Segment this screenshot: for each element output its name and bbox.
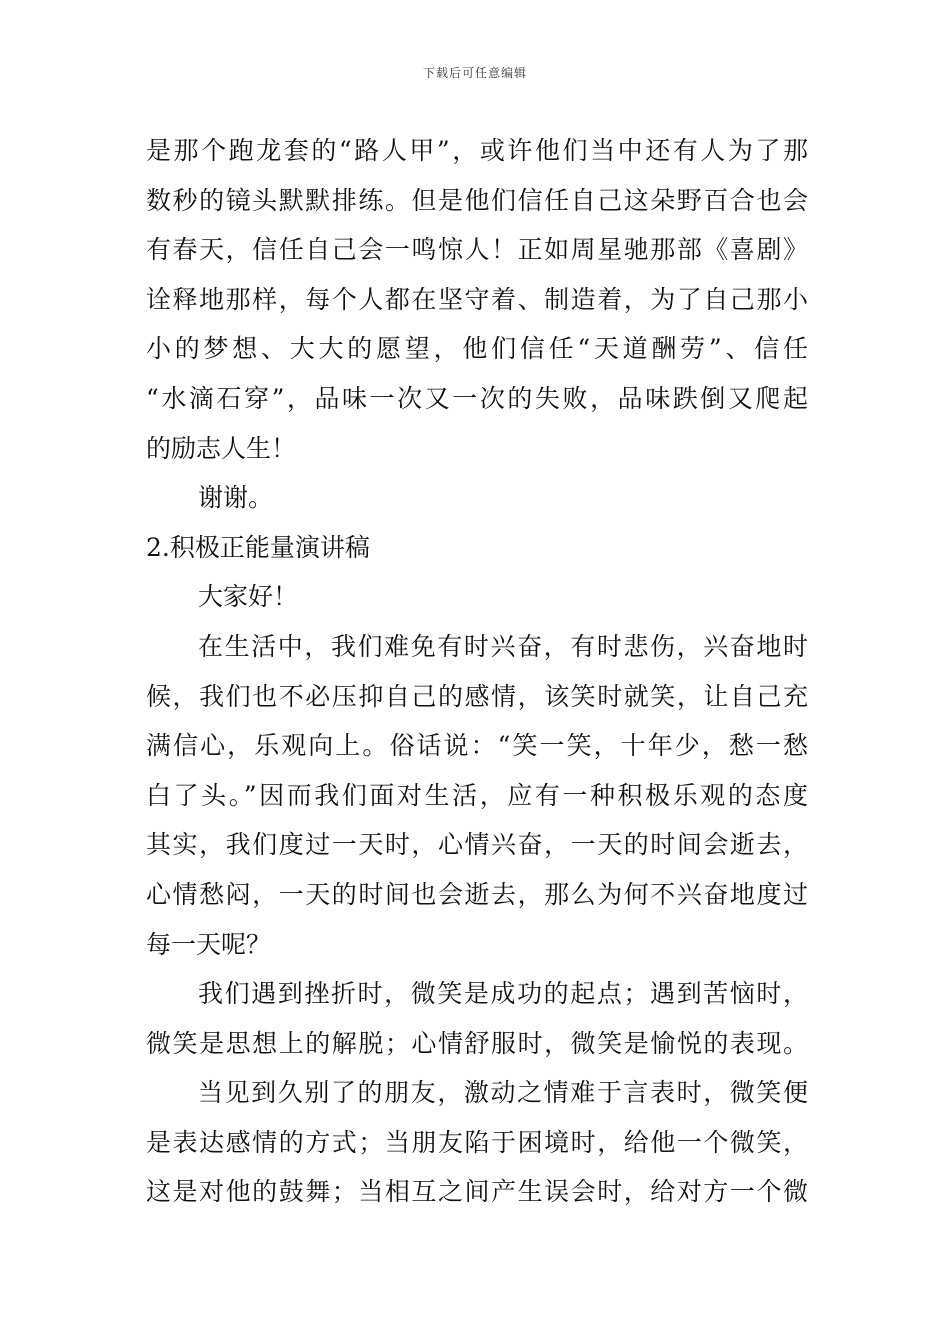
text-line: 大家好！ [198,582,299,612]
text-line: 在生活中，我们难免有时兴奋，有时悲伤，兴奋地时 [198,631,808,661]
text-line: 是那个跑龙套的“路人甲”，或许他们当中还有人为了那 [146,136,808,165]
text-line: 谢谢。 [198,483,274,513]
text-line: 微笑是思想上的解脱；心情舒服时，微笑是愉悦的表现。 [146,1028,808,1058]
text-line: 白了头。”因而我们面对生活，应有一种积极乐观的态度 [146,780,808,810]
body-text [146,126,808,1217]
text-line: 有春天，信任自己会一鸣惊人！正如周星驰那部《喜剧》 [146,235,808,265]
text-line: 满信心，乐观向上。俗话说：“笑一笑，十年少，愁一愁 [146,731,808,761]
text-line: 这是对他的鼓舞；当相互之间产生误会时，给对方一个微 [146,1177,808,1207]
text-line: 数秒的镜头默默排练。但是他们信任自己这朵野百合也会 [146,185,808,215]
text-line: 我们遇到挫折时，微笑是成功的起点；遇到苦恼时， [198,979,808,1009]
text-line: “水滴石穿”，品味一次又一次的失败，品味跌倒又爬起 [146,383,808,413]
text-line: 每一天呢？ [146,929,272,959]
header-note: 下载后可任意编辑 [422,66,527,80]
text-line: 的励志人生！ [146,433,297,463]
text-line: 其实，我们度过一天时，心情兴奋，一天的时间会逝去， [146,830,808,860]
text-line: 诠释地那样，每个人都在坚守着、制造着，为了自己那小 [146,284,808,314]
text-line: 小的梦想、大大的愿望，他们信任“天道酬劳”、信任 [146,334,808,364]
text-line: 是表达感情的方式；当朋友陷于困境时，给他一个微笑， [146,1127,808,1157]
text-line: 当见到久别了的朋友，激动之情难于言表时，微笑便 [198,1078,808,1108]
text-line: 心情愁闷，一天的时间也会逝去，那么为何不兴奋地度过 [146,879,808,909]
section-heading: 2.积极正能量演讲稿 [146,532,370,562]
text-line: 候，我们也不必压抑自己的感情，该笑时就笑，让自己充 [146,681,808,711]
